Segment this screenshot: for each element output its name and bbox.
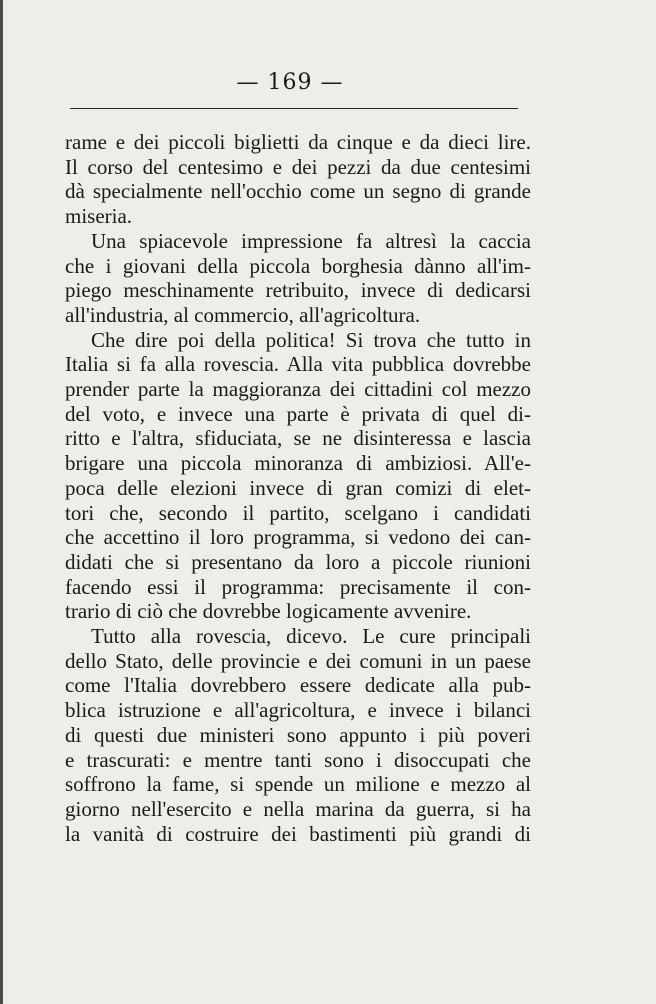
page-number: — 169 —	[236, 70, 344, 95]
text-line: rame e dei piccoli biglietti da cinque e da dieci lire.	[65, 130, 531, 154]
text-line: brigare una piccola minoranza di ambiziosi. All'e-	[65, 451, 531, 476]
text-line: dello Stato, delle provincie e dei comuni in un paese	[65, 648, 531, 673]
text-line: Italia si fa alla rovescia. Alla vita pubblica dovrebbe	[65, 352, 531, 377]
text-line: poca delle elezioni invece di gran comizi di elet-	[65, 475, 531, 500]
text-line: didati che si presentano da loro a piccole riunioni	[65, 549, 531, 574]
text-line: blica istruzione e all'agricoltura, e invece i bilanci	[65, 698, 531, 723]
text-line: che i giovani della piccola borghesia dànno all'im-	[65, 253, 531, 278]
text-line: la vanità di costruire dei bastimenti più grandi di	[65, 821, 531, 846]
text-line: Una spiacevole impressione fa altresì la caccia	[91, 228, 531, 253]
paragraph-3	[65, 328, 531, 624]
text-line: tori che, secondo il partito, scelgano i candidati	[65, 500, 531, 525]
text-line: prender parte la maggioranza dei cittadini col mezzo	[65, 377, 531, 402]
text-line: Tutto alla rovescia, dicevo. Le cure principali	[91, 624, 531, 649]
text-line: e trascurati: e mentre tanti sono i disoccupati che	[65, 747, 531, 772]
text-line: come l'Italia dovrebbero essere dedicate alla pub-	[65, 673, 531, 698]
text-line: Che dire poi della politica! Si trova che tutto in	[91, 327, 531, 352]
header-rule	[70, 108, 518, 109]
paragraph-1	[65, 130, 531, 229]
paragraph-4	[65, 624, 531, 846]
text-line: trario di ciò che dovrebbe logicamente avvenire.	[65, 599, 472, 624]
text-line: dà specialmente nell'occhio come un segno di grande	[65, 179, 531, 204]
text-line: Il corso del centesimo e dei pezzi da due centesimi	[65, 154, 531, 179]
text-line: ritto e l'altra, sfiduciata, se ne disinteressa e lascia	[65, 426, 531, 451]
text-line: facendo essi il programma: precisamente il con-	[65, 574, 531, 599]
paragraph-2	[65, 229, 531, 328]
text-line: piego meschinamente retribuito, invece di dedicarsi	[65, 278, 531, 303]
text-line: giorno nell'esercito e nella marina da guerra, si ha	[65, 796, 531, 821]
body-text	[65, 130, 531, 846]
text-line: all'industria, al commercio, all'agricoltura.	[65, 302, 421, 327]
text-line: del voto, e invece una parte è privata di quel di-	[65, 401, 531, 426]
text-line: soffrono la fame, si spende un milione e mezzo al	[65, 772, 531, 797]
text-line: che accettino il loro programma, si vedono dei can-	[65, 525, 531, 550]
text-line: di questi due ministeri sono appunto i più poveri	[65, 722, 531, 747]
text-line: miseria.	[65, 204, 133, 229]
